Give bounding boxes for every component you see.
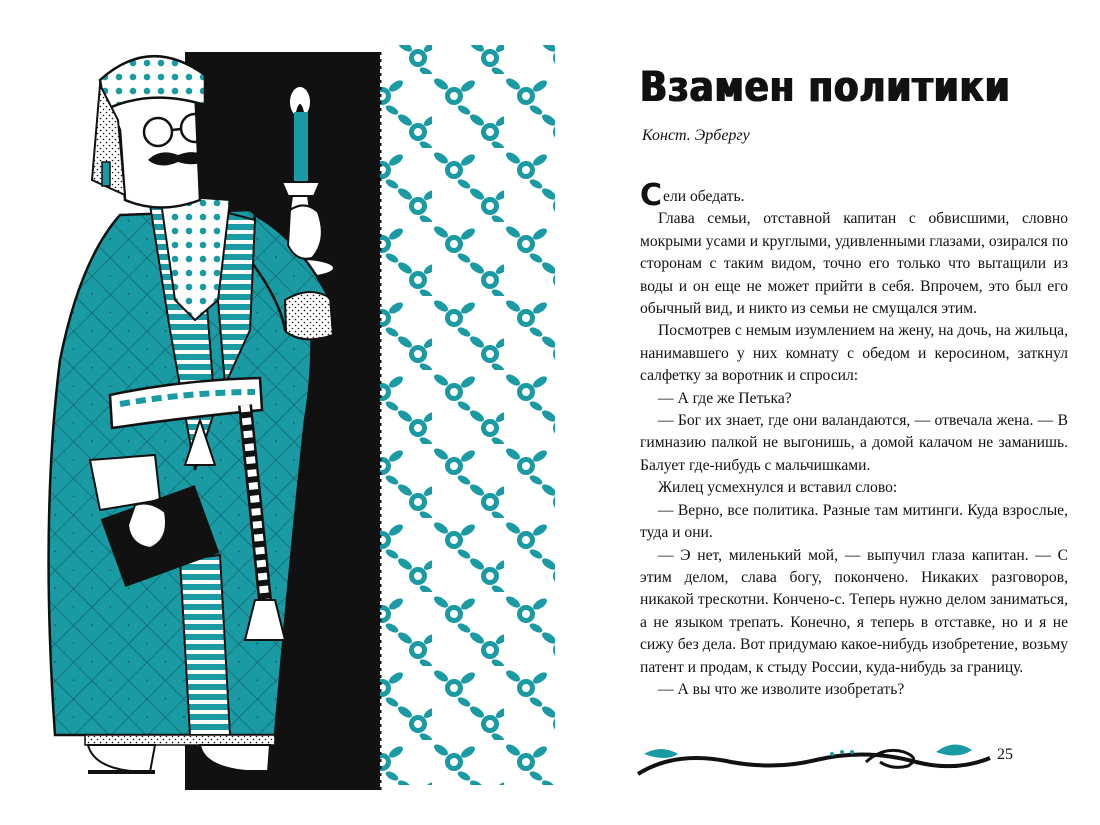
page-number: 25 xyxy=(997,746,1013,763)
dedication: Конст. Эрбергу xyxy=(642,127,750,144)
text-page xyxy=(620,0,1070,825)
paragraph: Жилец усмехнулся и вставил слово: xyxy=(658,479,898,497)
paragraph: Глава семьи, отставной капитан с обвисшими, словно мокрыми усами и круглыми, удивленными глазами, озирался по сторонам с таким видом, точно его только что вытащили из воды и он еще не может прийти в себя. Впрочем, это был его обычный вид, и никто из семьи не смущался этим. xyxy=(640,210,1068,318)
dialogue-line: — Верно, все политика. Разные там митинги. Куда взрослые, туда и они. xyxy=(640,501,1068,542)
body-text xyxy=(640,178,1068,701)
paragraph: Посмотрев с немым изумлением на жену, на дочь, на жильца, нанимавшего у них комнату с обедом и керосином, заткнул салфетку за воротник и спросил: xyxy=(640,322,1068,385)
decorative-swirl-ornament-icon xyxy=(636,740,992,780)
dialogue-line: — Бог их знает, где они валандаются, — отвечала жена. — В гимназию палкой не выгонишь, а домой калачом не заманишь. Балует где-нибудь с мальчишками. xyxy=(640,412,1068,474)
chapter-title: Взамен политики xyxy=(640,62,1011,111)
first-paragraph-text: ели обедать. xyxy=(663,188,745,205)
head xyxy=(92,56,209,207)
dialogue-line: — Э нет, миленький мой, — выпучил глаза капитан. — С этим делом, слава богу, покончено. Никаких разговоров, никакой трескотни. Кончено-с. Теперь нужно делом заниматься, а не языком трепать. Конечно, я теперь в отставке, но и я не сижу без дела. Вот придумаю какое-нибудь изобретение, возьму патент и продам, к стыду России, куда-нибудь за границу. xyxy=(640,546,1068,676)
dialogue-line: — А вы что же изволите изобретать? xyxy=(658,680,905,698)
first-paragraph xyxy=(640,178,1068,213)
drop-cap: С xyxy=(640,178,663,213)
dialogue-line: — А где же Петька? xyxy=(658,389,792,407)
